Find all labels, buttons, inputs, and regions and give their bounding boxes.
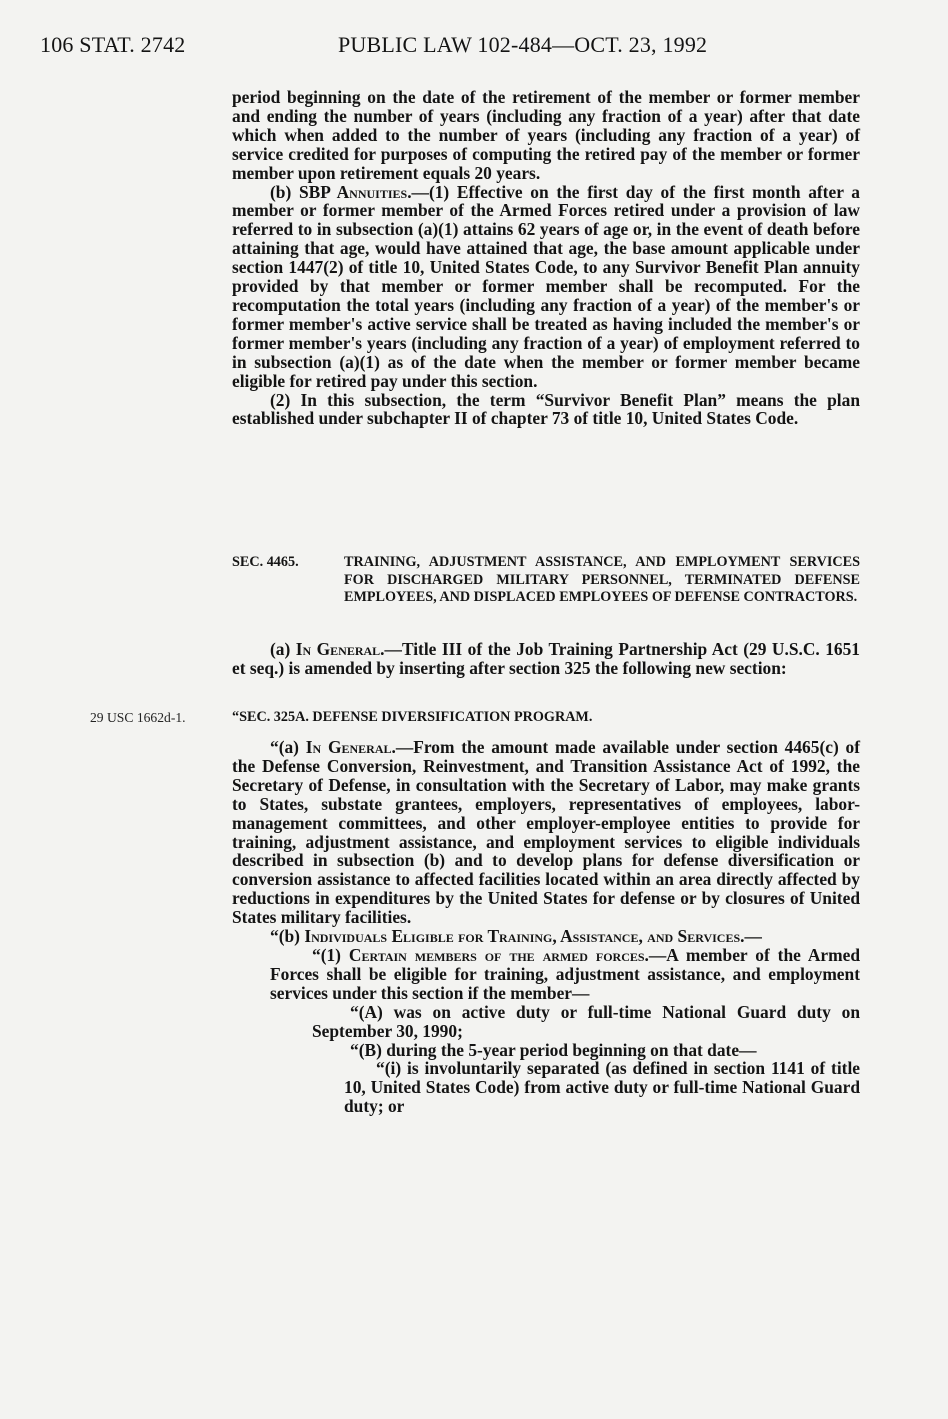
law-title-date: PUBLIC LAW 102-484—OCT. 23, 1992 xyxy=(338,32,708,57)
paragraph-caption: SBP Annuities. xyxy=(298,181,412,202)
margin-note-usc-citation: 29 USC 1662d-1. xyxy=(90,710,186,725)
paragraph-caption: In General. xyxy=(305,737,396,757)
paragraph-325a-b-1-A: “(A) was on active duty or full-time National Guard duty on September 30, 1990; xyxy=(312,1001,860,1041)
paragraph-lead: “(1) xyxy=(312,944,349,965)
section-4465-subsection-a xyxy=(232,640,860,678)
paragraph-lead: “(b) xyxy=(270,926,305,947)
section-325a-text xyxy=(232,738,860,1116)
paragraph-body: —A member of the Armed Forces shall be eligible for training, adjustment assistance, and employment services under this section if the member— xyxy=(270,944,860,1003)
paragraph-sbp-definition: (2) In this subsection, the term “Survivor Benefit Plan” means the plan established under subchapter II of chapter 73 of title 10, United States Code. xyxy=(232,389,860,429)
quoted-section-heading: “SEC. 325A. DEFENSE DIVERSIFICATION PROGRAM. xyxy=(232,709,593,725)
section-title: TRAINING, ADJUSTMENT ASSISTANCE, AND EMPLOYMENT SERVICES FOR DISCHARGED MILITARY PERSONNEL, TERMINATED DEFENSE EMPLOYEES, AND DISPLACED EMPLOYEES OF DEFENSE CONTRACTORS. xyxy=(344,554,860,606)
paragraph-325a-b-1-B-i: “(i) is involuntarily separated (as defined in section 1141 of title 10, United States Code) from active duty or full-time National Guard duty; or xyxy=(344,1058,860,1117)
paragraph-in-general xyxy=(232,640,860,678)
paragraph-lead: (a) xyxy=(270,639,296,659)
paragraph-caption: Individuals Eligible for Training, Assistance, and Services. xyxy=(304,926,745,947)
paragraph-325a-b-1-B: “(B) during the 5-year period beginning on that date— xyxy=(350,1039,757,1060)
stat-page-reference: 106 STAT. 2742 xyxy=(40,32,186,57)
paragraph-continuation: period beginning on the date of the retirement of the member or former member and ending the number of years (including any fraction of a year) after that date which when added to the number of years (including any fraction of a year) of service credited for purposes of computing the retired pay of the member or former member upon retirement equals 20 years. xyxy=(232,87,860,183)
paragraph-body: —(1) Effective on the first day of the first month after a member or former member of the Armed Forces retired under a provision of law referred to in subsection (a)(1) attains 62 years of age or, in the event of death before attaining that age, would have attained that age, the base amount applicable under section 1447(2) of title 10, United States Code, to any Survivor Benefit Plan annuity provided by that member or former member shall be recomputed. For the recomputation the total years (including any fraction of a year) of the member's or former member's active service shall be treated as having included the member's or former member's years (including any fraction of a year) of employment referred to in subsection (a)(1) as of the date when the member or former member became eligible for retired pay under this section. xyxy=(232,181,860,391)
paragraph-caption: Certain members of the armed forces. xyxy=(348,944,649,965)
paragraph-325a-a xyxy=(232,738,860,927)
paragraph-tail: — xyxy=(744,926,762,947)
section-number: SEC. 4465. xyxy=(232,554,299,570)
paragraph-body: —Title III of the Job Training Partnership Act (29 U.S.C. 1651 et seq.) is amended by inserting after section 325 the following new section: xyxy=(232,639,860,678)
paragraph-lead: (b) xyxy=(270,181,299,202)
section-heading xyxy=(232,554,860,607)
paragraph-325a-b xyxy=(232,927,860,946)
paragraph-body: —From the amount made available under section 4465(c) of the Defense Conversion, Reinvestment, and Transition Assistance Act of 1992, the Secretary of Defense, in consultation with the Secretary of Labor, may make grants to States, substate grantees, employers, representatives of employees, labor-management committees, and other employer-employee entities to provide for training, adjustment assistance, and employment services to eligible individuals described in subsection (b) and to develop plans for defense diversification or conversion assistance to affected facilities located within an area directly affected by reductions in expenditures by the United States for defense or by closures of United States military facilities. xyxy=(232,737,861,928)
paragraph-325a-b-1 xyxy=(232,946,860,1003)
paragraph-lead: “(a) xyxy=(270,737,306,757)
paragraph-caption: In General. xyxy=(295,639,385,659)
subsection-a-continuation-and-b xyxy=(232,88,860,428)
paragraph-sbp-annuities xyxy=(232,183,860,391)
